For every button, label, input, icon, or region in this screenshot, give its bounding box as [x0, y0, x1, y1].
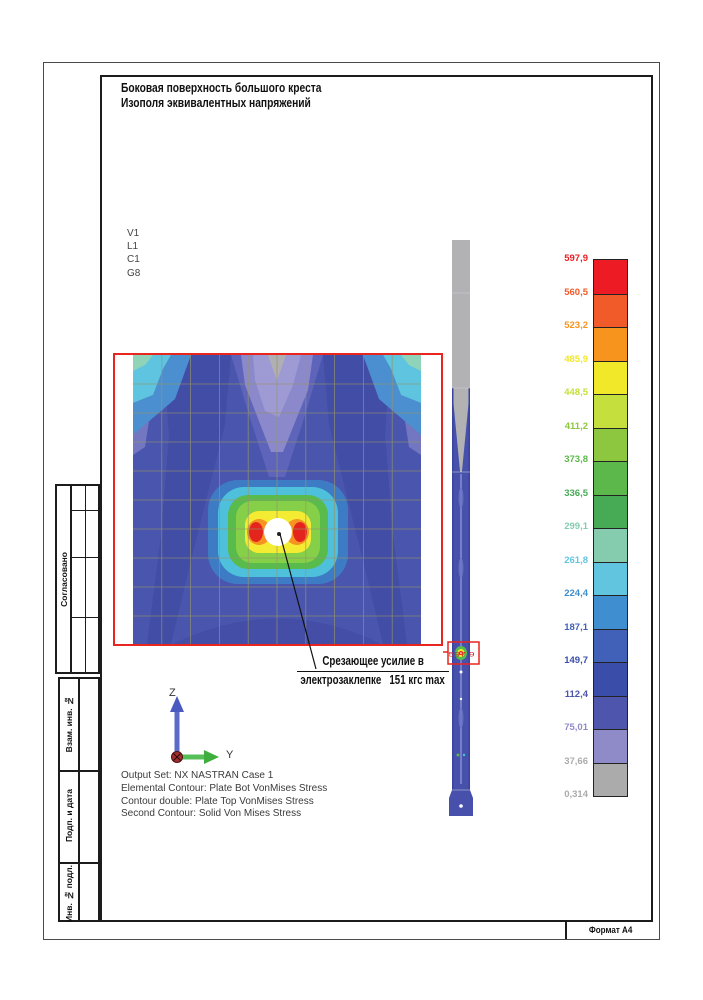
max-value-label: 597,9	[448, 652, 476, 659]
legend-tick-label: 336,5	[564, 487, 588, 499]
stamp-block-approval	[55, 484, 100, 674]
annotation-line-1: Срезающее усилие в	[322, 654, 424, 668]
legend-tick-label: 224,4	[564, 588, 588, 599]
legend-tick-label: 448,5	[564, 387, 588, 398]
view-info-line: L1	[127, 241, 139, 253]
legend-tick-label: 261,8	[564, 554, 588, 566]
z-axis-label: Z	[169, 687, 176, 699]
coordinate-triad	[150, 688, 230, 772]
legend-segment	[594, 763, 627, 797]
stamp-inv-label: Инв. № подл.	[64, 864, 74, 922]
annotation-line-2: электрозаклепке 151 кгс max	[300, 673, 446, 687]
stamp-row-divider	[72, 557, 98, 558]
format-cell	[565, 922, 655, 939]
legend-tick-label: 112,4	[564, 688, 588, 700]
stress-contour-detail	[133, 355, 421, 644]
page-title	[121, 81, 366, 111]
legend-segment	[594, 696, 627, 730]
output-info-line: Elemental Contour: Plate Bot VonMises Stress	[121, 782, 328, 794]
rivet-hole	[264, 518, 292, 546]
legend-segment	[594, 394, 627, 428]
stamp-podp-label: Подп. и дата	[64, 789, 74, 843]
legend-tick-label: 373,8	[564, 454, 588, 465]
legend-tick-label: 299,1	[564, 521, 588, 532]
stamp-row-divider	[72, 510, 98, 511]
title-line-1: Боковая поверхность большого креста	[121, 81, 322, 95]
legend-segment	[594, 662, 627, 696]
legend-segment	[594, 629, 627, 663]
y-axis-label: Y	[226, 749, 234, 761]
output-info-line: Contour double: Plate Top VonMises Stress	[121, 795, 314, 807]
annotation-callout	[297, 652, 449, 687]
legend-tick-label: 597,9	[564, 253, 588, 264]
view-info-labels	[127, 227, 140, 280]
legend-segment	[594, 595, 627, 629]
stamp-vzam-label: Взам. инв. №	[64, 696, 74, 753]
legend-tick-label: 0,314	[564, 789, 588, 800]
legend-tick-label: 187,1	[564, 621, 588, 633]
legend-segment	[594, 729, 627, 763]
format-label: Формат А4	[589, 925, 633, 936]
output-set-info	[121, 770, 327, 821]
legend-segment	[594, 294, 627, 328]
stamp-approval-label-column	[57, 486, 72, 672]
stamp-row-divider	[72, 617, 98, 618]
legend-segment	[594, 260, 627, 294]
legend-segment	[594, 528, 627, 562]
legend-segment	[594, 495, 627, 529]
legend-tick-label: 149,7	[564, 655, 588, 666]
stamp-block-inventory	[58, 677, 100, 922]
cross-model-strip	[446, 238, 486, 823]
legend-segment	[594, 327, 627, 361]
title-line-2: Изополя эквивалентных напряжений	[121, 96, 311, 110]
legend-segment	[594, 361, 627, 395]
legend-tick-label: 411,2	[564, 420, 588, 432]
legend-segment	[594, 428, 627, 462]
view-info-line: V1	[127, 228, 140, 239]
stamp-approval-empty-column	[72, 486, 86, 672]
legend-bar	[593, 259, 628, 797]
legend-tick-label: 523,2	[564, 320, 588, 331]
legend-segment	[594, 562, 627, 596]
view-info-line: C1	[127, 254, 140, 266]
legend-tick-label: 37,66	[564, 755, 588, 767]
output-info-line: Second Contour: Solid Von Mises Stress	[121, 808, 302, 820]
legend-segment	[594, 461, 627, 495]
legend-tick-label: 75,01	[564, 722, 588, 733]
output-info-line: Output Set: NX NASTRAN Case 1	[121, 770, 274, 781]
stamp-approval-label: Согласовано	[58, 551, 69, 607]
legend-tick-label: 560,5	[564, 286, 588, 298]
detail-view-box	[113, 353, 443, 646]
view-info-line: G8	[127, 267, 141, 279]
legend-labels	[538, 253, 588, 800]
legend-tick-label: 485,9	[564, 353, 588, 365]
